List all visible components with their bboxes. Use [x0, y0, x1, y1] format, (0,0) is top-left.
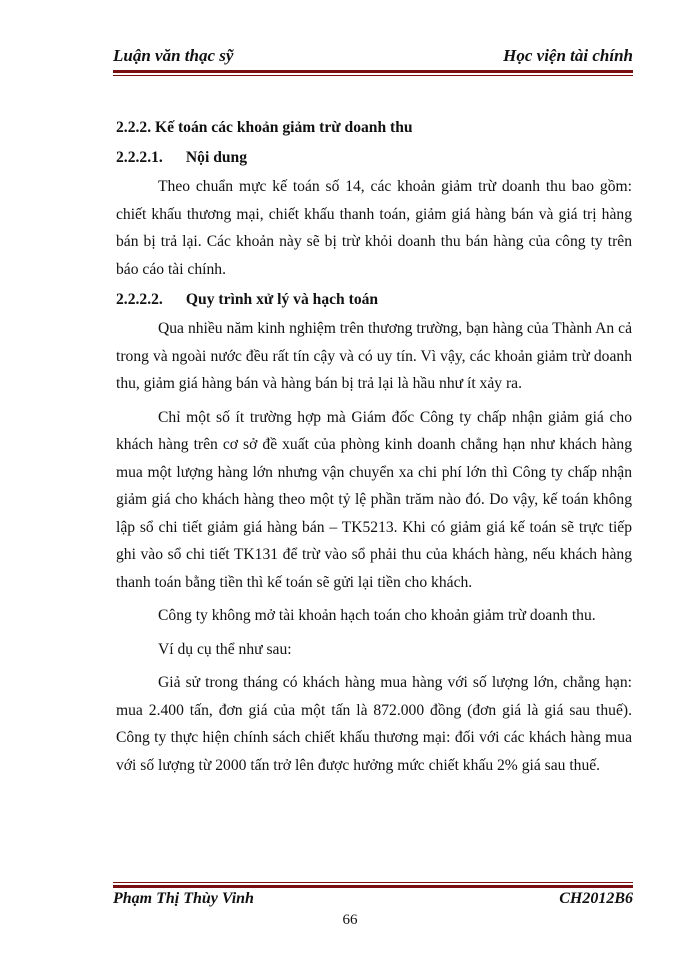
header-right-title: Học viện tài chính — [503, 46, 633, 65]
page-body — [116, 113, 632, 779]
footer-class-code: CH2012B6 — [559, 890, 633, 907]
header-rule-thick — [113, 70, 633, 73]
footer-author: Phạm Thị Thùy Vinh — [113, 890, 254, 907]
footer-rule-thin — [113, 882, 633, 883]
section-number: 2.2.2. — [116, 119, 152, 136]
section-heading — [116, 113, 632, 143]
subsection-number: 2.2.2.1. — [116, 149, 163, 166]
section-title: Kế toán các khoản giảm trừ doanh thu — [155, 119, 413, 136]
paragraph: Giả sử trong tháng có khách hàng mua hàng với số lượng lớn, chẳng hạn: mua 2.400 tấn, đơn giá của một tấn là 872.000 đồng (đơn giá là giá sau thuế). Công ty thực hiện chính sách chiết khấu thương mại: đối với các khách hàng mua với số lượng từ 2000 tấn trở lên được hưởng mức chiết khấu 2% giá sau thuế. — [116, 674, 632, 774]
paragraph: Theo chuẩn mực kế toán số 14, các khoản giảm trừ doanh thu bao gồm: chiết khấu thương mại, chiết khấu thanh toán, giảm giá hàng bán và giá trị hàng bán bị trả lại. Các khoản này sẽ bị trừ khỏi doanh thu bán hàng của công ty trên báo cáo tài chính. — [116, 178, 632, 278]
subsection-heading-1 — [116, 143, 632, 173]
subsection-title: Nội dung — [185, 149, 248, 166]
paragraph: Qua nhiều năm kinh nghiệm trên thương trường, bạn hàng của Thành An cả trong và ngoài nước đều rất tín cậy và có uy tín. Vì vậy, các khoản giảm trừ doanh thu, giảm giá hàng bán và hàng bán bị trả lại là hầu như ít xảy ra. — [116, 320, 632, 392]
page-footer — [113, 890, 633, 914]
page-header — [113, 40, 633, 70]
paragraph: Công ty không mở tài khoản hạch toán cho khoản giảm trừ doanh thu. — [158, 607, 596, 624]
page-number: 66 — [342, 912, 358, 928]
paragraph: Ví dụ cụ thể như sau: — [158, 640, 292, 658]
paragraph: Chỉ một số ít trường hợp mà Giám đốc Công ty chấp nhận giảm giá cho khách hàng trên cơ sở đề xuất của phòng kinh doanh chẳng hạn như khách hàng mua một lượng hàng lớn nhưng vận chuyển xa chi phí lớn thì Công ty chấp nhận giảm giá cho khách hàng theo một tỷ lệ phần trăm nào đó. Do vậy, kế toán không lập sổ chi tiết giảm giá hàng bán – TK5213. Khi có giảm giá kế toán sẽ trực tiếp ghi vào sổ chi tiết TK131 để trừ vào sổ phải thu của khách hàng, nếu khách hàng thanh toán bằng tiền thì kế toán sẽ gửi lại tiền cho khách. — [116, 408, 632, 591]
footer-rule-thick — [113, 885, 633, 888]
header-rule-thin — [113, 75, 633, 76]
subsection-title: Quy trình xử lý và hạch toán — [185, 291, 379, 308]
header-left-title: Luận văn thạc sỹ — [113, 46, 234, 65]
subsection-heading-2 — [116, 285, 632, 315]
subsection-number: 2.2.2.2. — [116, 291, 163, 308]
